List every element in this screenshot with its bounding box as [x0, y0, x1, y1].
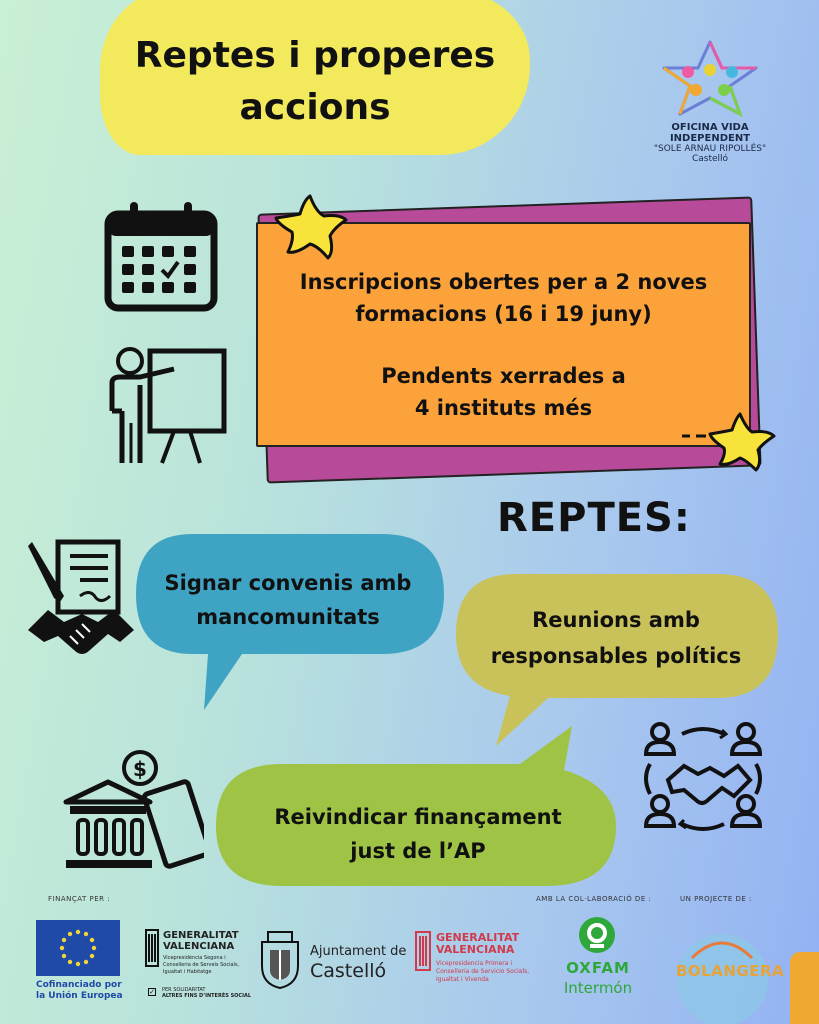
- corner-decoration: [790, 952, 819, 1024]
- network-handshake-icon: [638, 720, 768, 836]
- action-item-2: [256, 360, 751, 424]
- repte-bubble-1-line2: mancomunitats: [196, 605, 380, 629]
- star-icon: [706, 410, 778, 476]
- page-title-line2: accions: [239, 87, 391, 128]
- dash-decoration: [680, 430, 710, 440]
- gva-logo-1: [163, 930, 239, 952]
- svg-text:$: $: [133, 757, 147, 781]
- gva-logo-2-sub1: Vicepresidencia Primera i: [436, 960, 513, 967]
- org-logo-subname: "SOLE ARNAU RIPOLLÉS": [653, 144, 767, 154]
- gva-logo-1-title1: GENERALITAT: [163, 930, 239, 941]
- star-people-icon: [660, 38, 760, 118]
- oxfam-icon: [578, 916, 616, 954]
- star-icon: [272, 192, 352, 264]
- footer-financat-label: FINANÇAT PER :: [48, 895, 111, 903]
- repte-bubble-1: [136, 566, 440, 634]
- repte-bubble-2-line2: responsables polítics: [490, 644, 742, 668]
- action-item-2-line2: 4 instituts més: [414, 396, 593, 420]
- gva-logo-2-sub3: Igualtat i Vivenda: [436, 976, 489, 983]
- oxfam-logo: [554, 958, 642, 998]
- bolangera-logo: BOLANGERA: [676, 962, 785, 980]
- gva-logo-2-title1: GENERALITAT: [436, 931, 520, 944]
- gva-logo-1-sub: [163, 955, 239, 976]
- gva-logo-1-sub2: Conselleria de Serveis Socials,: [163, 962, 240, 968]
- eu-logo-text: [36, 980, 123, 1002]
- org-logo: [630, 38, 790, 168]
- repte-bubble-3: [220, 800, 616, 868]
- gva-emblem-icon: [144, 928, 160, 968]
- gva-logo-2-title2: VALENCIANA: [436, 943, 515, 956]
- eu-logo-line2: la Unión Europea: [36, 991, 123, 1001]
- gva-logo-2-sub2: Conselleria de Servicio Socials,: [436, 968, 530, 975]
- eu-flag-icon: [36, 920, 120, 976]
- repte-bubble-2: [458, 602, 774, 674]
- gva-logo-1-check1: PER SOLIDARITAT: [162, 987, 206, 993]
- checkmark-icon: ✓: [149, 988, 155, 996]
- gva-logo-1-sub3: Igualtat i Habitatge: [163, 969, 212, 975]
- repte-bubble-3-line2: just de l’AP: [350, 839, 486, 863]
- footer-projecte-label: UN PROJECTE DE :: [680, 895, 752, 903]
- gva-logo-1-sub1: Vicepresidència Segona i: [163, 955, 226, 961]
- gva-logo-1-check2: ALTRES FINS D’INTERÈS SOCIAL: [162, 993, 252, 999]
- repte-bubble-3-line1: Reivindicar finançament: [274, 805, 562, 829]
- page-title: [110, 30, 520, 134]
- calendar-icon: [104, 200, 218, 312]
- ajuntament-logo-line2: Castelló: [310, 960, 387, 982]
- oxfam-logo-line1: OXFAM: [566, 959, 630, 977]
- contract-handshake-icon: [24, 538, 138, 662]
- ajuntament-logo: [310, 944, 406, 982]
- org-logo-name: OFICINA VIDA INDEPENDENT: [669, 122, 751, 144]
- gva-logo-1-checkbox: [148, 987, 251, 999]
- repte-bubble-1-line1: Signar convenis amb: [164, 571, 412, 595]
- repte-bubble-2-line1: Reunions amb: [532, 608, 700, 632]
- action-item-1: [256, 266, 751, 330]
- action-item-1-line1: Inscripcions obertes per a 2 noves: [299, 270, 708, 294]
- action-item-1-line2: formacions (16 i 19 juny): [355, 302, 652, 326]
- gva-logo-2: [436, 932, 519, 956]
- gva-logo-2-sub: [436, 960, 529, 984]
- oxfam-logo-line2: Intermón: [563, 979, 633, 997]
- page-title-line1: Reptes i properes: [134, 35, 496, 76]
- footer-collab-label: AMB LA COL·LABORACIÓ DE :: [536, 895, 652, 903]
- eu-logo-line1: Cofinanciado por: [36, 980, 122, 990]
- gva-logo-1-title2: VALENCIANA: [163, 941, 235, 952]
- bank-money-icon: [62, 748, 204, 874]
- reptes-heading: REPTES:: [497, 495, 691, 541]
- presentation-icon: [104, 345, 228, 469]
- ajuntament-logo-line1: Ajuntament de: [310, 944, 407, 959]
- castello-crest-icon: [256, 930, 304, 990]
- gva-emblem-red-icon: [414, 930, 432, 972]
- action-item-2-line1: Pendents xerrades a: [381, 364, 626, 388]
- org-logo-city: Castelló: [691, 154, 729, 164]
